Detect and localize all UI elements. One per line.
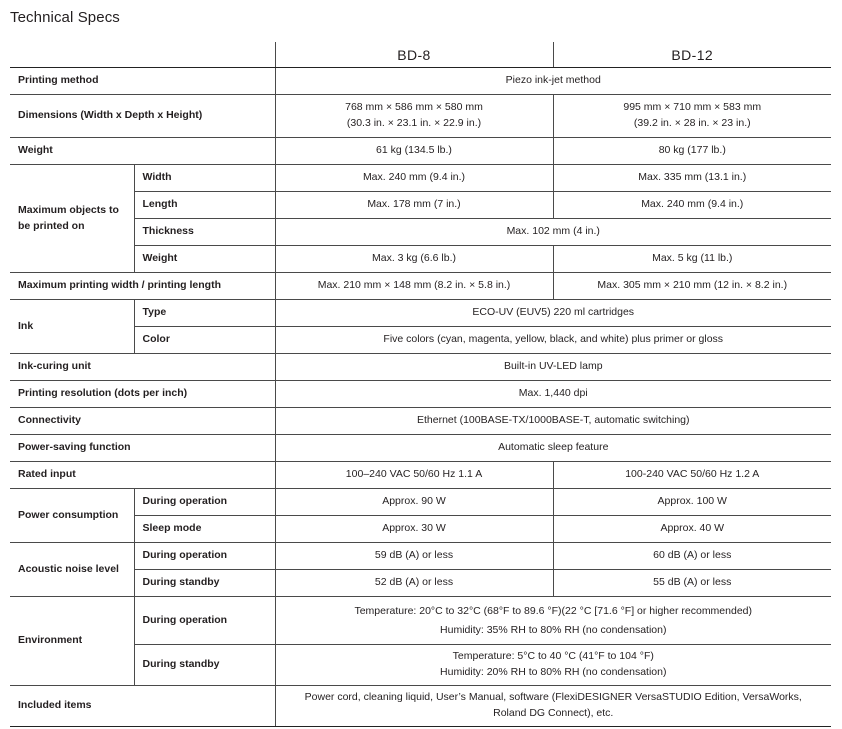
table-row — [10, 192, 831, 219]
row-label: Maximum printing width / printing length — [10, 273, 275, 300]
sub-label: During operation — [134, 489, 275, 516]
row-label: Dimensions (Width x Depth x Height) — [10, 95, 275, 138]
row-value-bd12: Max. 5 kg (11 lb.) — [553, 246, 831, 273]
group-label — [10, 165, 134, 273]
sub-label: During standby — [134, 570, 275, 597]
row-value-bd8: Approx. 90 W — [275, 489, 553, 516]
row-value: ECO-UV (EUV5) 220 ml cartridges — [275, 300, 831, 327]
row-value-bd12: Max. 335 mm (13.1 in.) — [553, 165, 831, 192]
table-row — [10, 645, 831, 686]
row-label: Power-saving function — [10, 435, 275, 462]
table-row — [10, 219, 831, 246]
table-row — [10, 381, 831, 408]
table-row — [10, 516, 831, 543]
table-row — [10, 686, 831, 727]
row-value: Max. 102 mm (4 in.) — [275, 219, 831, 246]
value-line: Roland DG Connect), etc. — [493, 707, 614, 719]
row-value-bd8: Max. 240 mm (9.4 in.) — [275, 165, 553, 192]
row-value-bd12: 55 dB (A) or less — [553, 570, 831, 597]
sub-label: During operation — [134, 543, 275, 570]
row-value: Ethernet (100BASE-TX/1000BASE-T, automatic switching) — [275, 408, 831, 435]
value-line: Humidity: 35% RH to 80% RH (no condensation) — [440, 623, 667, 636]
row-value: Max. 1,440 dpi — [275, 381, 831, 408]
row-label: Included items — [10, 686, 275, 727]
row-value-bd12: Max. 305 mm × 210 mm (12 in. × 8.2 in.) — [553, 273, 831, 300]
table-row — [10, 570, 831, 597]
sub-label: Weight — [134, 246, 275, 273]
table-row — [10, 597, 831, 645]
row-value-bd12: Approx. 100 W — [553, 489, 831, 516]
row-value-bd8: Approx. 30 W — [275, 516, 553, 543]
row-value-bd12: 80 kg (177 lb.) — [553, 138, 831, 165]
table-row — [10, 95, 831, 138]
value-line: 768 mm × 586 mm × 580 mm — [345, 101, 483, 114]
group-label: Acoustic noise level — [10, 543, 134, 597]
page-title: Technical Specs — [10, 9, 120, 26]
table-row — [10, 327, 831, 354]
sub-label: Thickness — [134, 219, 275, 246]
sub-label: Type — [134, 300, 275, 327]
table-row — [10, 435, 831, 462]
row-value-bd8: 100–240 VAC 50/60 Hz 1.1 A — [275, 462, 553, 489]
value-line: Temperature: 5°C to 40 °C (41°F to 104 °F) — [452, 650, 654, 663]
group-label: Ink — [10, 300, 134, 354]
row-value-bd8: Max. 210 mm × 148 mm (8.2 in. × 5.8 in.) — [275, 273, 553, 300]
table-row — [10, 489, 831, 516]
table-row — [10, 300, 831, 327]
row-value: Five colors (cyan, magenta, yellow, black, and white) plus primer or gloss — [275, 327, 831, 354]
column-header-bd12: BD-12 — [553, 42, 831, 68]
row-value — [275, 686, 831, 727]
row-value-bd12 — [553, 95, 831, 138]
row-value-bd12: Approx. 40 W — [553, 516, 831, 543]
row-value-bd8: Max. 3 kg (6.6 lb.) — [275, 246, 553, 273]
table-row — [10, 462, 831, 489]
row-value-bd12: 100-240 VAC 50/60 Hz 1.2 A — [553, 462, 831, 489]
header-blank — [10, 42, 275, 68]
row-label: Printing method — [10, 68, 275, 95]
sub-label: Color — [134, 327, 275, 354]
value-line: Temperature: 20°C to 32°C (68°F to 89.6 °F)(22 °C [71.6 °F] or higher recommended) — [354, 605, 753, 618]
specs-table — [10, 42, 831, 727]
value-line: 995 mm × 710 mm × 583 mm — [623, 101, 762, 114]
group-label: Environment — [10, 597, 134, 686]
sub-label: Length — [134, 192, 275, 219]
table-row — [10, 408, 831, 435]
row-value-bd8: 52 dB (A) or less — [275, 570, 553, 597]
row-value-bd12: Max. 240 mm (9.4 in.) — [553, 192, 831, 219]
table-row — [10, 273, 831, 300]
row-value-bd12: 60 dB (A) or less — [553, 543, 831, 570]
value-line: Power cord, cleaning liquid, User’s Manual, software (FlexiDESIGNER VersaSTUDIO Edition, VersaWorks, — [304, 691, 802, 704]
row-label: Connectivity — [10, 408, 275, 435]
table-row — [10, 246, 831, 273]
sub-label: During operation — [134, 597, 275, 645]
row-value-bd8 — [275, 95, 553, 138]
row-label: Rated input — [10, 462, 275, 489]
label-line: Maximum objects to — [18, 203, 119, 216]
header-row — [10, 42, 831, 68]
row-value: Automatic sleep feature — [275, 435, 831, 462]
row-value-bd8: 61 kg (134.5 lb.) — [275, 138, 553, 165]
value-line: (30.3 in. × 23.1 in. × 22.9 in.) — [346, 117, 482, 129]
row-value: Built-in UV-LED lamp — [275, 354, 831, 381]
table-row — [10, 138, 831, 165]
row-label: Ink-curing unit — [10, 354, 275, 381]
sub-label: During standby — [134, 645, 275, 686]
row-value-bd8: 59 dB (A) or less — [275, 543, 553, 570]
row-value: Piezo ink-jet method — [275, 68, 831, 95]
value-line: (39.2 in. × 28 in. × 23 in.) — [633, 117, 751, 129]
table-row — [10, 354, 831, 381]
row-value — [275, 645, 831, 686]
row-value-bd8: Max. 178 mm (7 in.) — [275, 192, 553, 219]
column-header-bd8: BD-8 — [275, 42, 553, 68]
row-label: Printing resolution (dots per inch) — [10, 381, 275, 408]
group-label: Power consumption — [10, 489, 134, 543]
table-row — [10, 165, 831, 192]
sub-label: Width — [134, 165, 275, 192]
table-row — [10, 543, 831, 570]
row-label: Weight — [10, 138, 275, 165]
sub-label: Sleep mode — [134, 516, 275, 543]
value-line: Humidity: 20% RH to 80% RH (no condensation) — [440, 666, 667, 678]
label-line: be printed on — [18, 219, 85, 232]
table-row — [10, 68, 831, 95]
row-value — [275, 597, 831, 645]
